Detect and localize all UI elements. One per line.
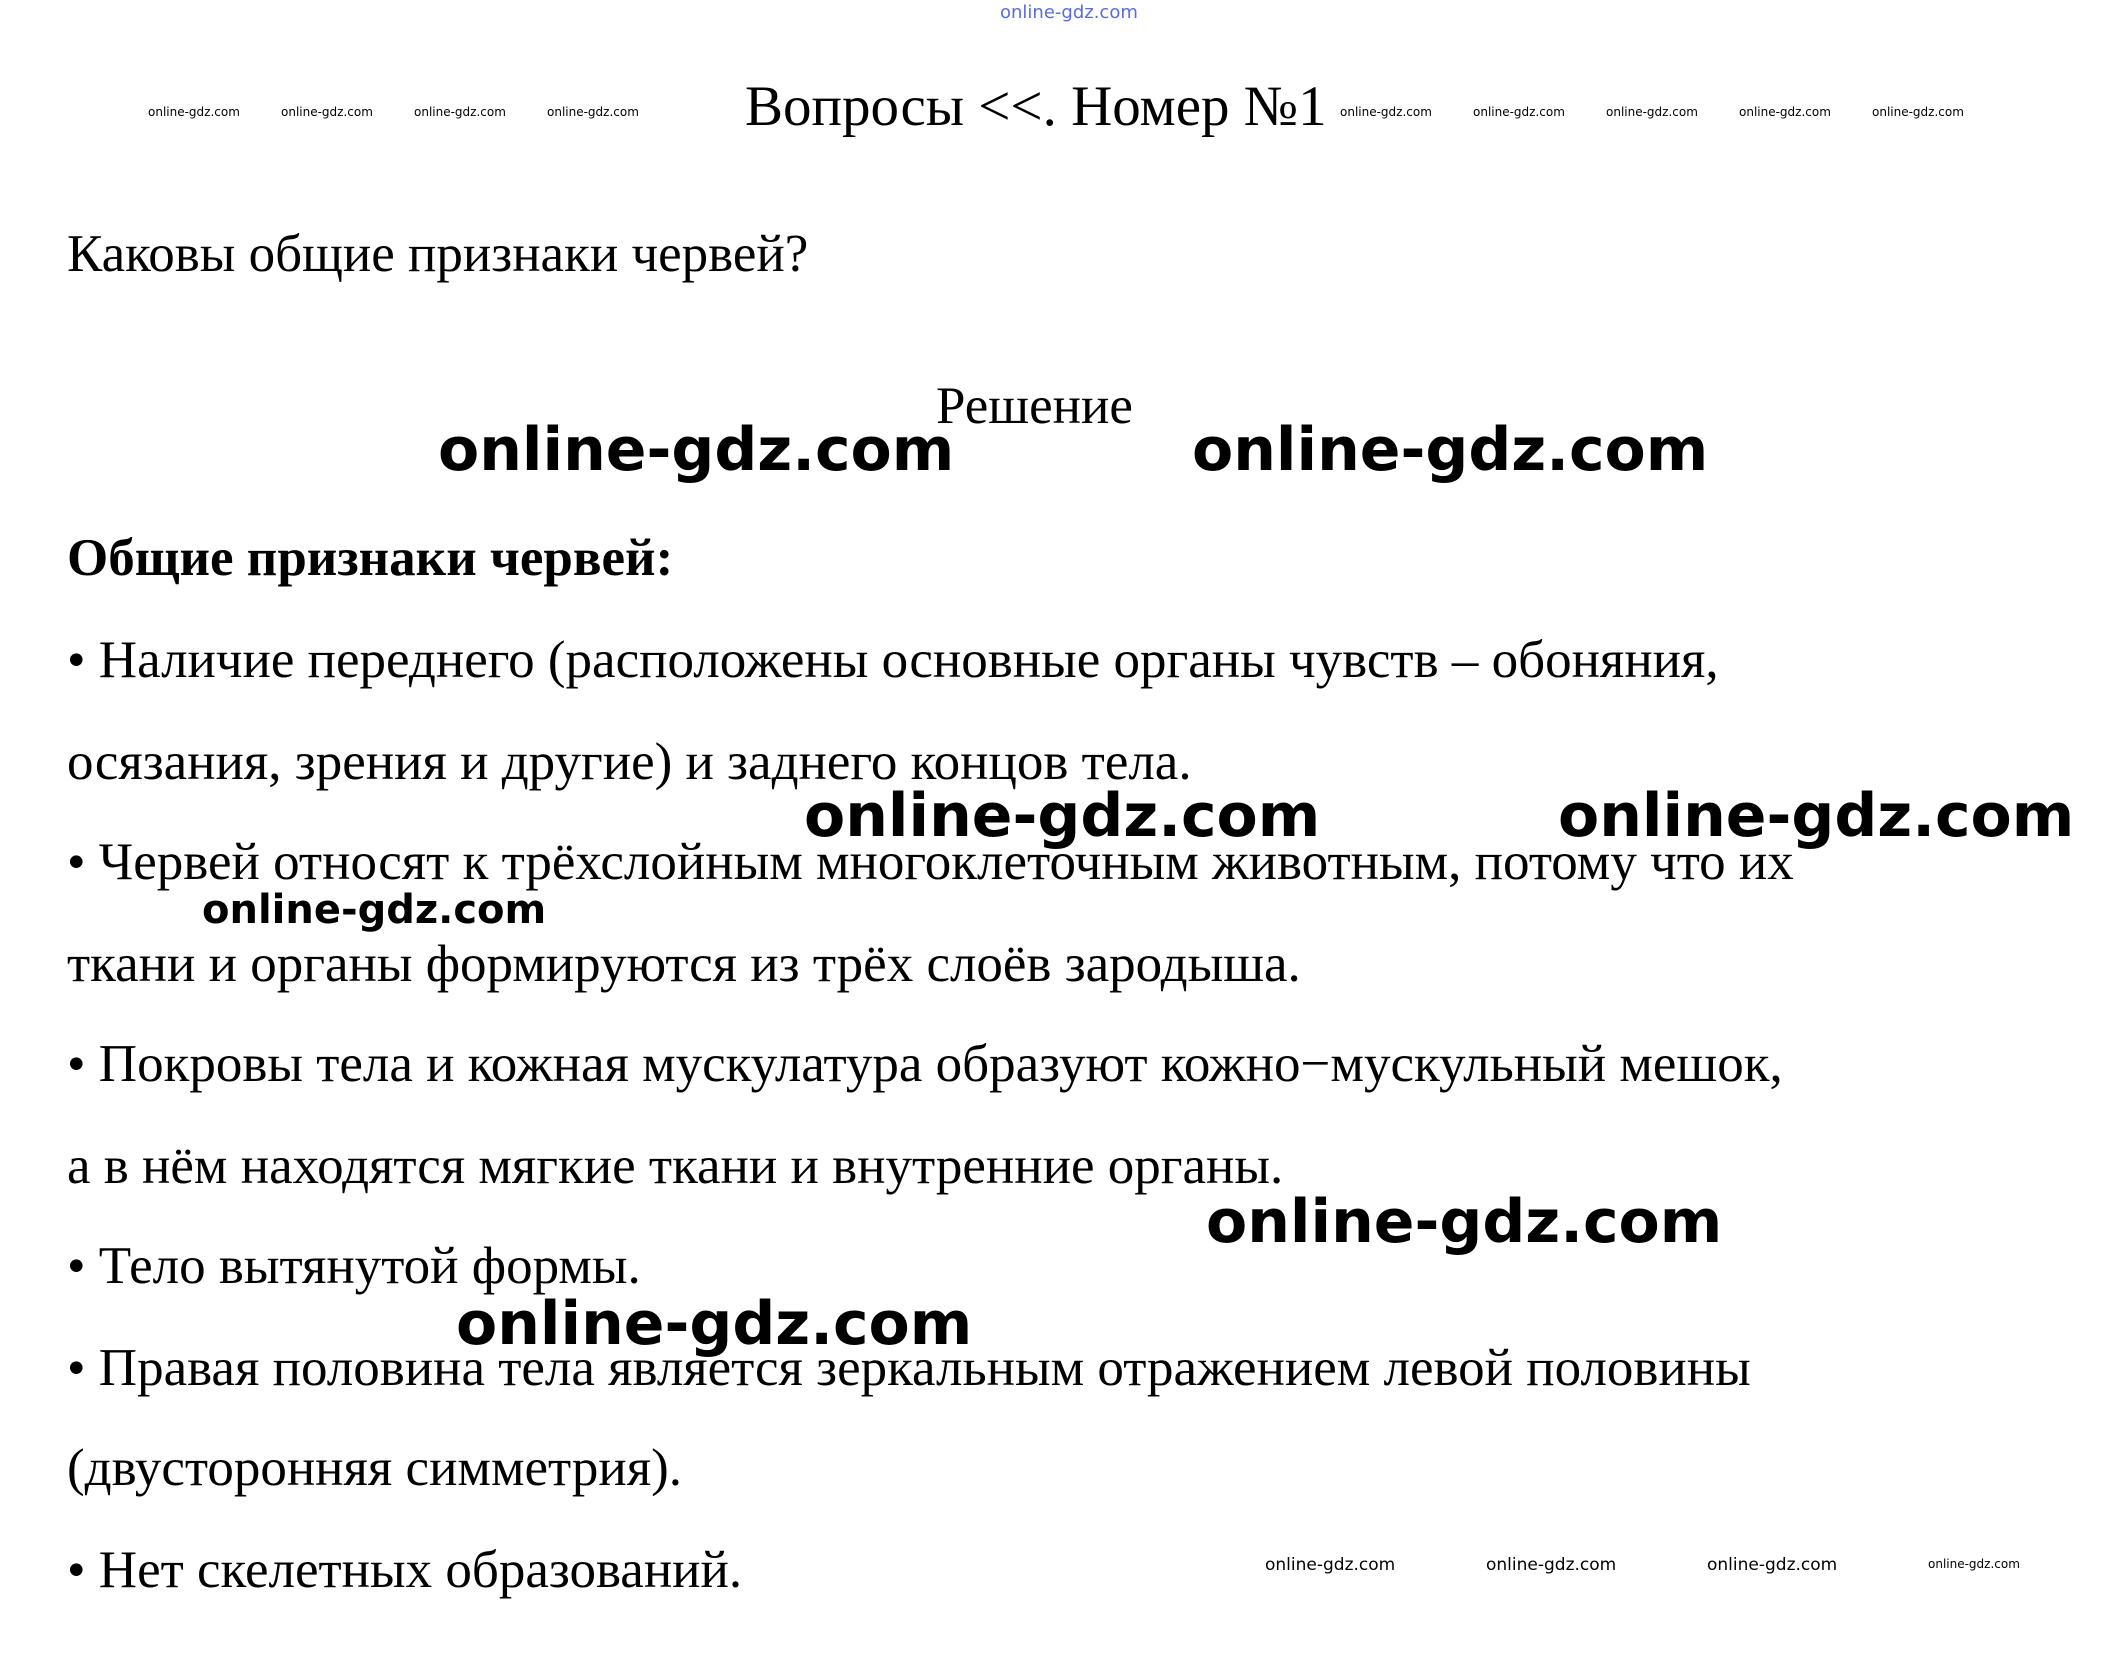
- watermark: online-gdz.com: [1473, 105, 1565, 119]
- watermark: online-gdz.com: [1707, 1555, 1838, 1575]
- watermark: online-gdz.com: [202, 887, 547, 933]
- watermark: online-gdz.com: [1928, 1557, 2020, 1571]
- answer-line: осязания, зрения и другие) и заднего концов тела.: [67, 733, 1192, 791]
- watermark: online-gdz.com: [1265, 1555, 1396, 1575]
- answer-line: • Тело вытянутой формы.: [67, 1237, 641, 1295]
- page-title: Вопросы <<. Номер №1: [745, 75, 1327, 138]
- answer-line: • Наличие переднего (расположены основные органы чувств – обоняния,: [67, 631, 1719, 689]
- watermark: online-gdz.com: [414, 105, 506, 119]
- answer-line: • Правая половина тела является зеркальным отражением левой половины: [67, 1339, 1751, 1397]
- watermark: online-gdz.com: [804, 781, 1321, 851]
- watermark: online-gdz.com: [148, 105, 240, 119]
- watermark: online-gdz.com: [1192, 415, 1709, 485]
- watermark: online-gdz.com: [1206, 1187, 1723, 1257]
- answer-line: • Червей относят к трёхслойным многоклеточным животным, потому что их: [67, 833, 1794, 891]
- watermark: online-gdz.com: [1340, 105, 1432, 119]
- watermark: online-gdz.com: [456, 1289, 973, 1359]
- watermark: online-gdz.com: [1558, 781, 2075, 851]
- watermark: online-gdz.com: [547, 105, 639, 119]
- watermark: online-gdz.com: [1486, 1555, 1617, 1575]
- watermark: online-gdz.com: [438, 415, 955, 485]
- watermark-top: online-gdz.com: [1000, 2, 1138, 23]
- answer-line: • Нет скелетных образований.: [67, 1541, 743, 1599]
- watermark: online-gdz.com: [1739, 105, 1831, 119]
- answer-line: • Покровы тела и кожная мускулатура образуют кожно−мускульный мешок,: [67, 1035, 1783, 1093]
- watermark: online-gdz.com: [281, 105, 373, 119]
- question-text: Каковы общие признаки червей?: [67, 225, 809, 283]
- answer-line: ткани и органы формируются из трёх слоёв зародыша.: [67, 935, 1301, 993]
- answer-line: (двусторонняя симметрия).: [67, 1439, 682, 1497]
- answer-line: а в нём находятся мягкие ткани и внутренние органы.: [67, 1137, 1284, 1195]
- watermark: online-gdz.com: [1872, 105, 1964, 119]
- watermark: online-gdz.com: [1606, 105, 1698, 119]
- answer-heading: Общие признаки червей:: [67, 529, 674, 587]
- solution-label: Решение: [936, 377, 1133, 435]
